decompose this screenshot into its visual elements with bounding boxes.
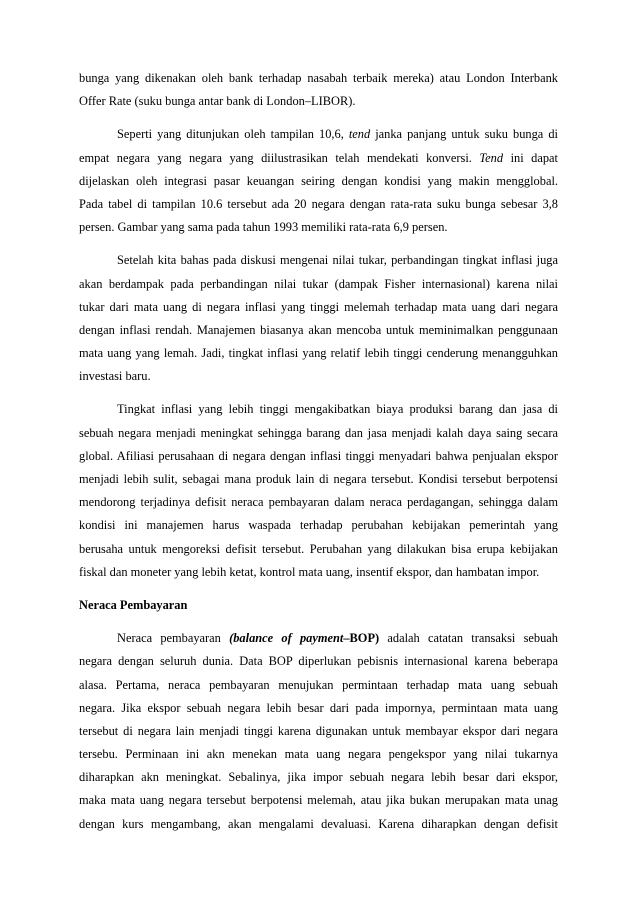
paragraph-line: menjadi lebih sulit, sebagai mana produk lain di negara tersebut. Kondisi tersebut berpotensi (79, 472, 558, 486)
paragraph-line: investasi baru. (79, 369, 151, 384)
paragraph-line: tukar dari mata uang di negara inflasi yang tinggi melemah terhadap mata uang dari negara (79, 299, 558, 314)
line-text: Seperti yang ditunjukan oleh tampilan 10,6, (117, 127, 349, 142)
paragraph-line: mata uang yang lemah. Jadi, tingkat inflasi yang relatif lebih tinggi cenderung menangguhkan (79, 346, 558, 361)
section-heading: Neraca Pembayaran (79, 597, 188, 612)
paragraph-line: tersebu. Perminaan ini akn menekan mata uang negara pengekspor yang nilai tukarnya (79, 747, 558, 762)
paragraph-line: dengan inflasi rendah. Manajemen biasanya akan mencoba untuk meminimalkan penggunaan (79, 322, 558, 337)
line-text: janka panjang untuk suku bunga di (370, 127, 558, 142)
paragraph-line: Setelah kita bahas pada diskusi mengenai nilai tukar, perbandingan tingkat inflasi juga (117, 253, 558, 268)
paragraph-line: Pada tabel di tampilan 10.6 tersebut ada 20 negara dengan rata-rata suku bunga sebesar 3,8 (79, 196, 558, 211)
paragraph-line: akan berdampak pada perbandingan nilai tukar (dampak Fisher internasional) karena nilai (79, 276, 558, 291)
paragraph (79, 627, 558, 836)
italic-term: tend (348, 127, 371, 142)
paragraph (79, 398, 558, 584)
line-text: empat negara yang negara yang diilustrasikan telah mendekati konversi. (79, 150, 480, 165)
paragraph-line: Offer Rate (suku bunga antar bank di London–LIBOR). (79, 94, 356, 109)
paragraph-line: berusaha untuk mengoreksi defisit tersebut. Perubahan yang dilakukan bisa erupa kebijakan (79, 541, 558, 556)
document-body (79, 67, 558, 836)
italic-term: Tend (479, 150, 504, 165)
paragraph-line: dengan kurs mengambang, akan mengalami devaluasi. Karena diharapkan dengan defisit (79, 816, 558, 831)
paragraph-line: fiskal dan moneter yang lebih ketat, kontrol mata uang, insentif ekspor, dan hambatan impor. (79, 564, 540, 579)
paragraph-line: diharapkan akn meningkat. Sebalinya, jika impor sebuah negara lebih besar dari ekspor, (79, 770, 558, 785)
paragraph-line: persen. Gambar yang sama pada tahun 1993 memiliki rata-rata 6,9 persen. (79, 220, 448, 235)
paragraph-line: maka mata uang negara tersebut berpotensi melemah, atau jika bukan merupakan mata unag (79, 793, 558, 808)
paragraph-line (79, 627, 558, 650)
paragraph-line: kondisi ini manajemen harus waspada terhadap perubahan kebijakan pemerintah yang (79, 518, 558, 533)
line-text: Neraca pembayaran (117, 631, 230, 646)
paragraph-line: bunga yang dikenakan oleh bank terhadap nasabah terbaik mereka) atau London Interbank (79, 71, 558, 85)
paragraph-line: negara. Jika ekspor sebuah negara lebih besar dari pada impornya, permintaan mata uang (79, 700, 558, 715)
paragraph-line: global. Afiliasi perusahaan di negara dengan inflasi tinggi menyadari bahwa penjualan ekspor (79, 448, 558, 463)
paragraph-line: Tingkat inflasi yang lebih tinggi mengakibatkan biaya produksi barang dan jasa di (117, 402, 558, 417)
paragraph-line: tersebut di negara lain menjadi tinggi karena digunakan untuk membayar ekspor dari negara (79, 723, 558, 738)
paragraph-line: alasa. Pertama, neraca pembayaran menujukan permintaan terhadap mata uang sebuah (79, 677, 558, 692)
bold-term: –BOP) (343, 631, 380, 646)
paragraph (79, 249, 558, 388)
paragraph-line: dijelaskan oleh integrasi pasar keuangan seiring dengan kondisi yang makin mengglobal. (79, 173, 558, 188)
paragraph-line (79, 147, 558, 170)
paragraph-line (79, 123, 558, 146)
paragraph-line: negara dengan seluruh dunia. Data BOP diperlukan pebisnis internasional karena beberapa (79, 654, 558, 669)
line-text: adalah catatan transaksi sebuah (379, 631, 558, 646)
paragraph (79, 67, 558, 113)
bold-italic-term: (balance of payment (229, 631, 344, 646)
paragraph-line: sebuah negara menjadi meningkat sehingga barang dan jasa menjadi kalah daya saing secara (79, 425, 558, 440)
line-text: ini dapat (503, 150, 558, 165)
paragraph-line: mendorong terjadinya defisit neraca pembayaran dalam neraca perdagangan, sehingga dalam (79, 495, 558, 510)
paragraph (79, 123, 558, 239)
